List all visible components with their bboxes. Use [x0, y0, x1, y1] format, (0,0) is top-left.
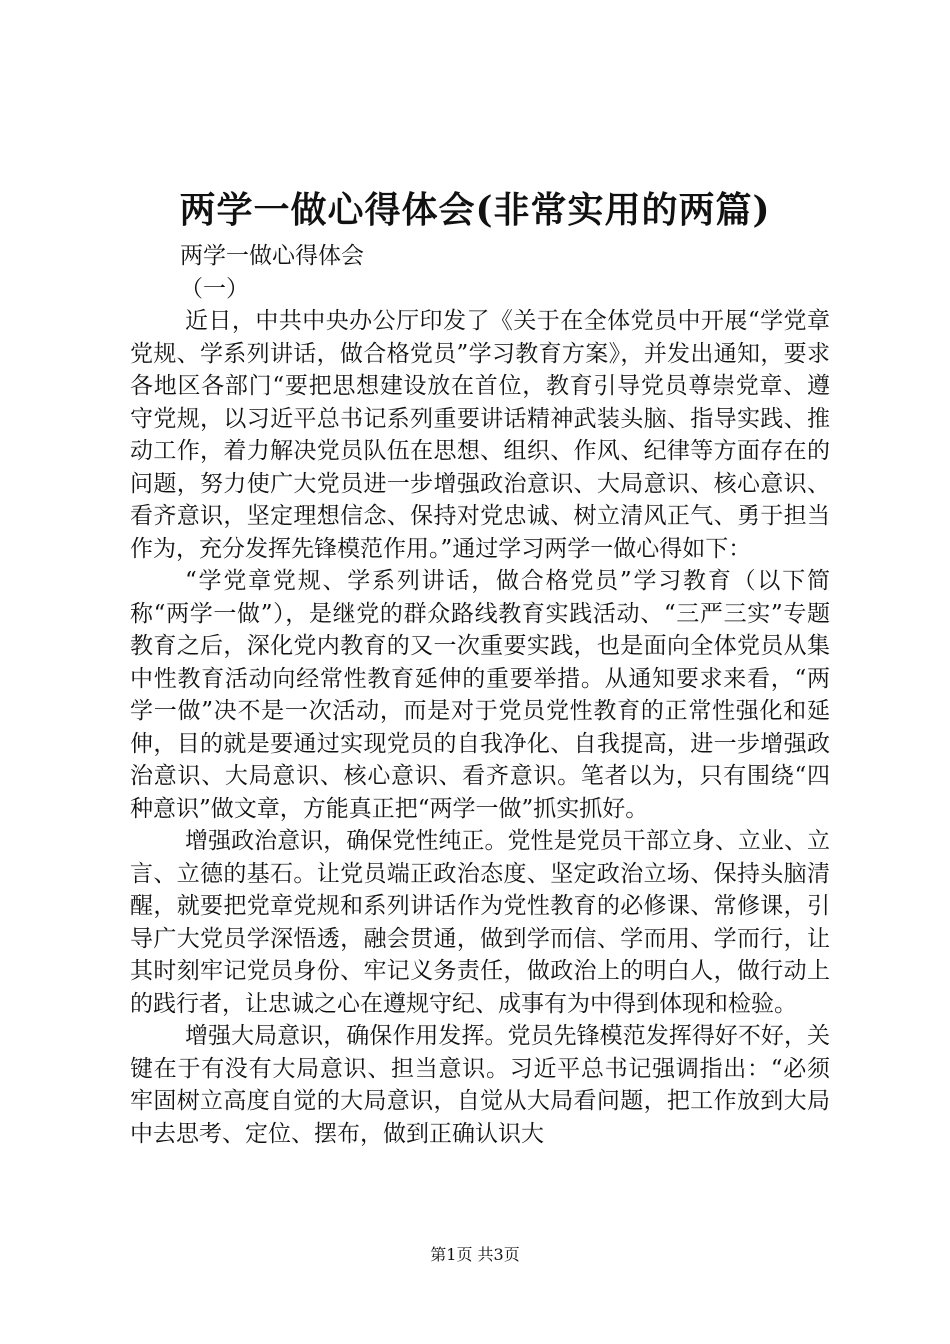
- document-body: [130, 240, 830, 1150]
- section-heading: 两学一做心得体会: [180, 243, 364, 269]
- section-number: （一）: [180, 275, 249, 302]
- page-footer: 第1页 共3页: [430, 1245, 520, 1264]
- paragraph-3: 增强政治意识，确保党性纯正。党性是党员干部立身、立业、立言、立德的基石。让党员端正政治态度、坚定政治立场、保持头脑清醒，就要把党章党规和系列讲话作为党性教育的必修课、常修课，引导广大党员学深悟透，融会贯通，做到学而信、学而用、学而行，让其时刻牢记党员身份、牢记义务责任，做政治上的明白人，做行动上的践行者，让忠诚之心在遵规守纪、成事有为中得到体现和检验。: [130, 828, 830, 1017]
- paragraph-4: 增强大局意识，确保作用发挥。党员先锋模范发挥得好不好，关键在于有没有大局意识、担当意识。习近平总书记强调指出：“必须牢固树立高度自觉的大局意识，自觉从大局看问题，把工作放到大局中去思考、定位、摆布，做到正确认识大: [130, 1023, 830, 1147]
- paragraph-1: 近日，中共中央办公厅印发了《关于在全体党员中开展“学党章党规、学系列讲话，做合格党员”学习教育方案》，并发出通知，要求各地区各部门“要把思想建设放在首位，教育引导党员尊崇党章、遵守党规，以习近平总书记系列重要讲话精神武装头脑、指导实践、推动工作，着力解决党员队伍在思想、组织、作风、纪律等方面存在的问题，努力使广大党员进一步增强政治意识、大局意识、核心意识、看齐意识，坚定理想信念、保持对党忠诚、树立清风正气、勇于担当作为，充分发挥先锋模范作用。”通过学习两学一做心得如下：: [130, 308, 830, 562]
- paragraph-2: “学党章党规、学系列讲话，做合格党员”学习教育（以下简称“两学一做”），是继党的群众路线教育实践活动、“三严三实”专题教育之后，深化党内教育的又一次重要实践，也是面向全体党员从集中性教育活动向经常性教育延伸的重要举措。从通知要求来看，“两学一做”决不是一次活动，而是对于党员党性教育的正常性强化和延伸，目的就是要通过实现党员的自我净化、自我提高，进一步增强政治意识、大局意识、核心意识、看齐意识。笔者以为，只有围绕“四种意识”做文章，方能真正把“两学一做”抓实抓好。: [130, 568, 830, 822]
- document-title: 两学一做心得体会(非常实用的两篇): [179, 189, 771, 231]
